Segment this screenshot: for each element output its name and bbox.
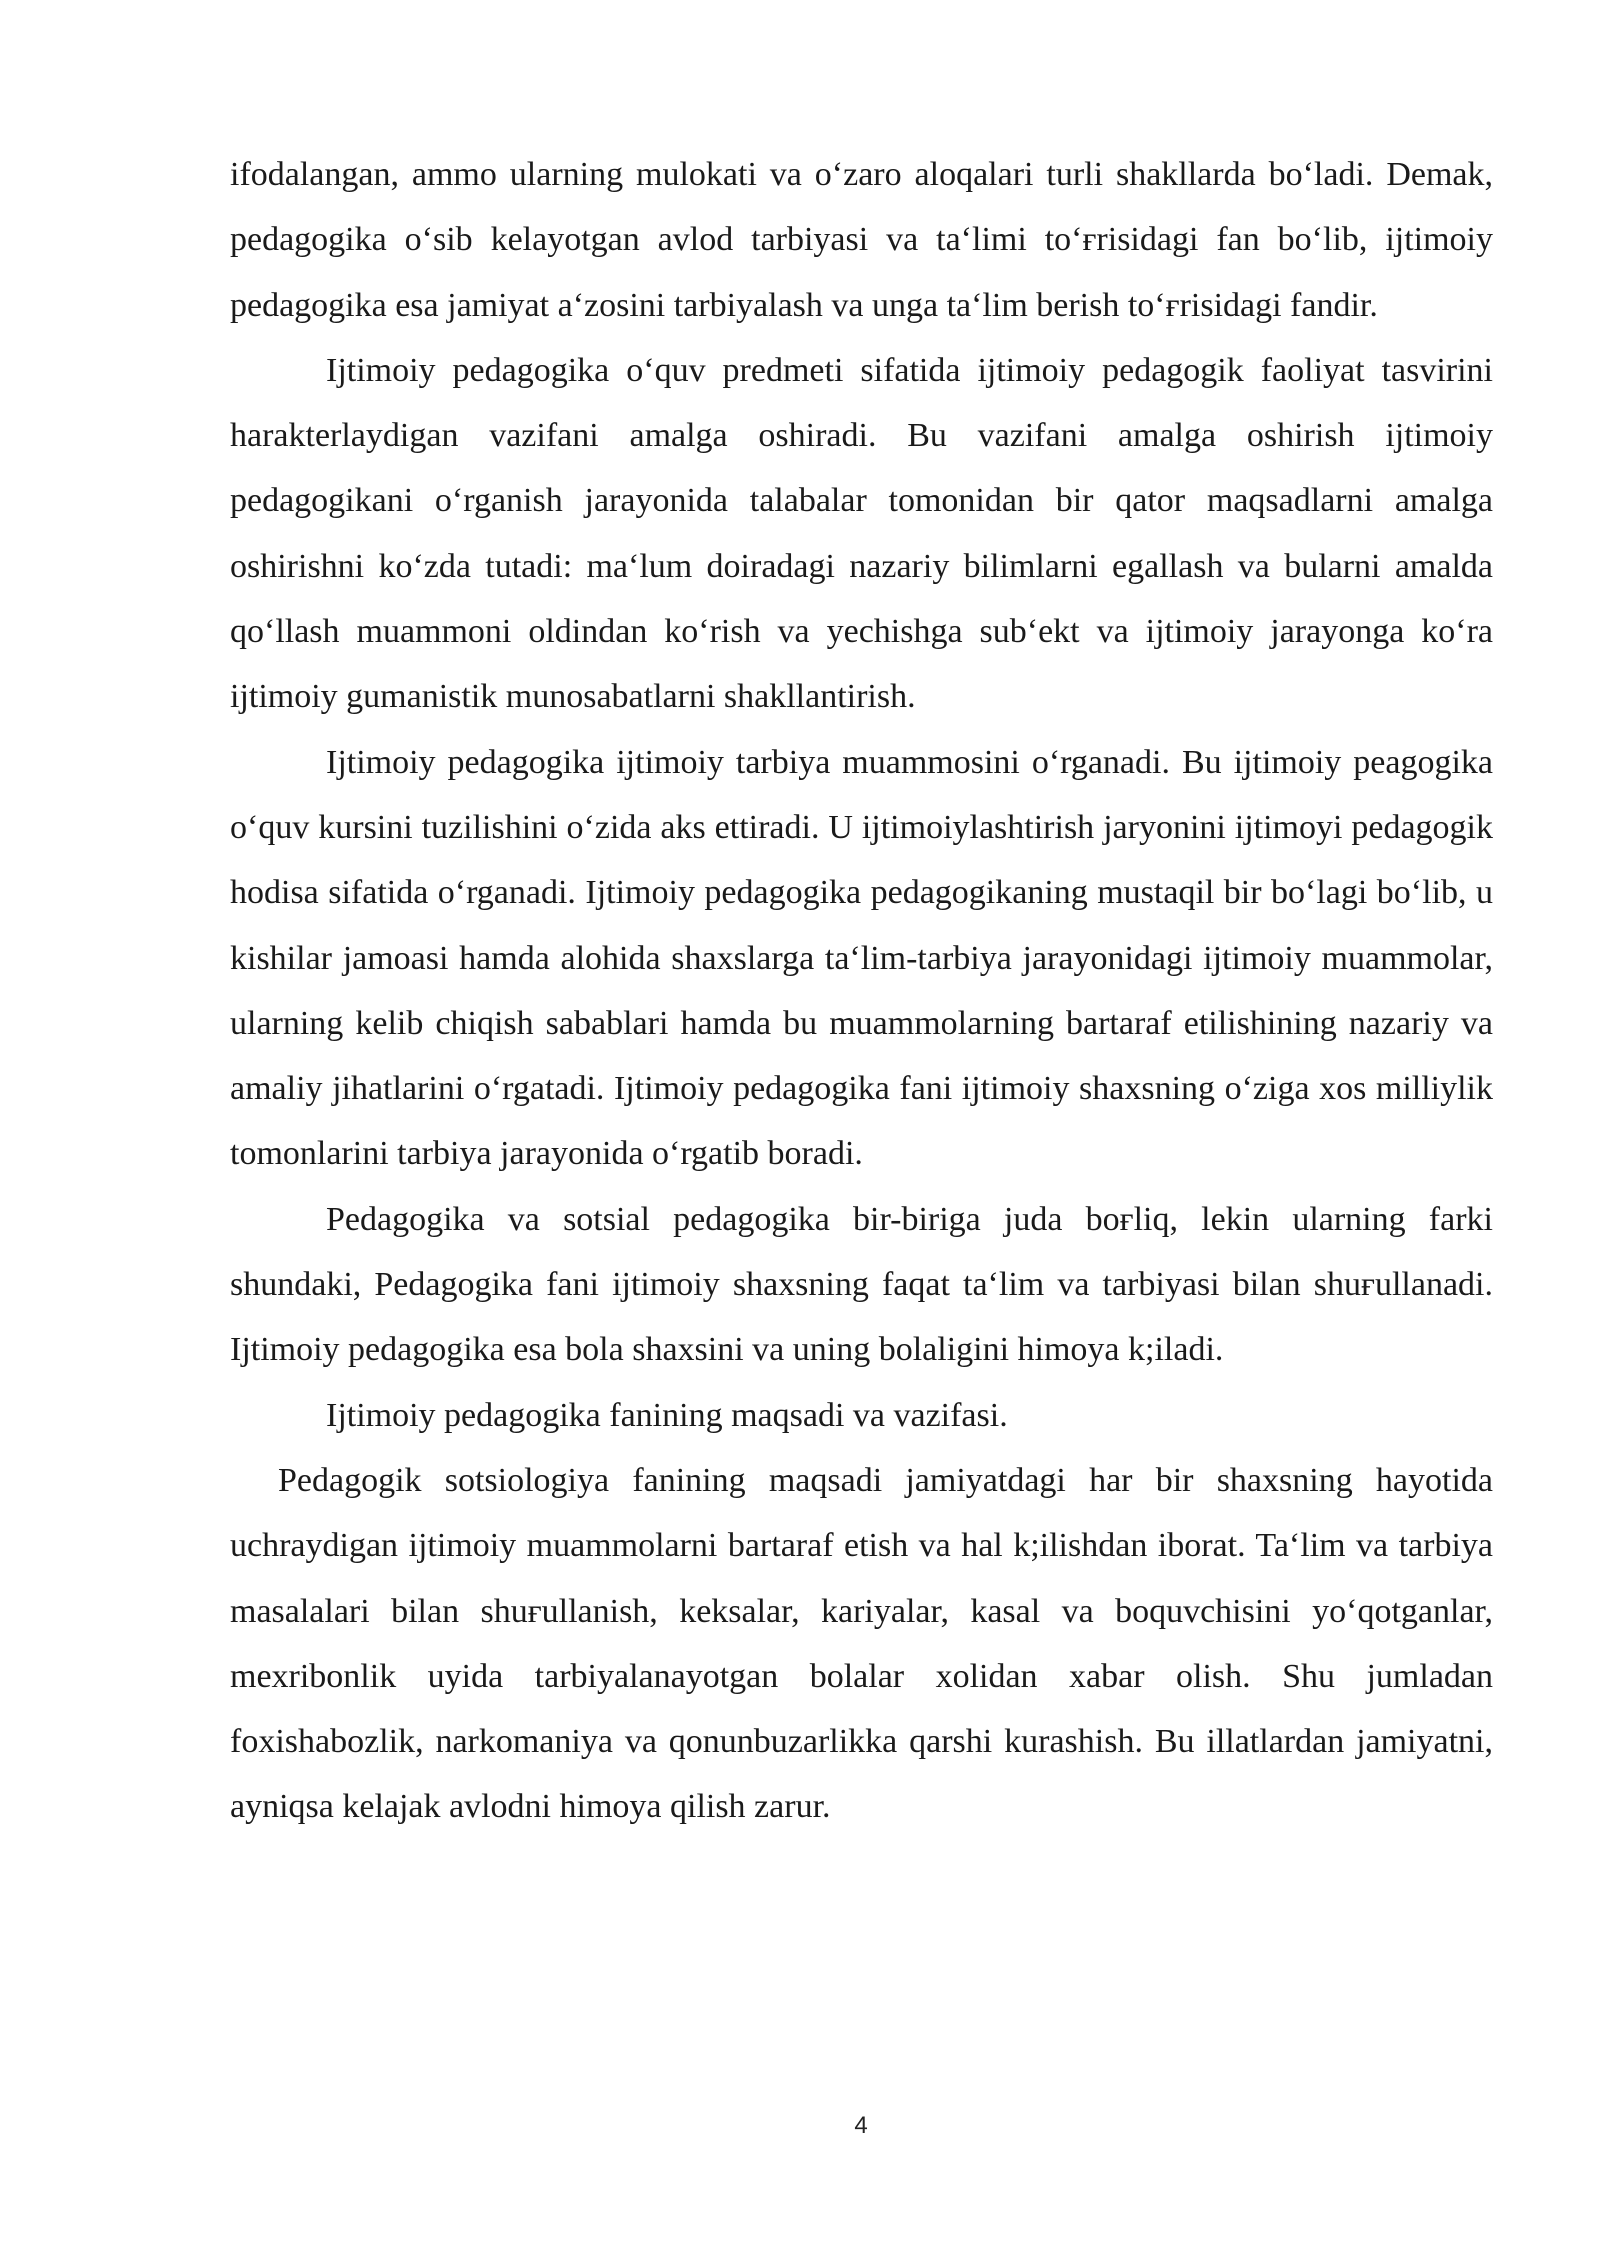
- paragraph-continuation: ifodalangan, ammo ularning mulokati va o‘zaro aloqalari turli shakllarda bo‘ladi. Demak, pedagogika o‘sib kelayotgan avlod tarbiyasi va ta‘limi to‘ғrisidagi fan bo‘lib, ijtimoiy pedagogika esa jamiyat a‘zosini tarbiyalash va unga ta‘lim berish to‘ғrisidagi fandir.: [230, 156, 1493, 324]
- paragraph-goals: Pedagogik sotsiologiya fanining maqsadi jamiyatdagi har bir shaxsning hayotida uchraydigan ijtimoiy muammolarni bartaraf etish va hal k;ilishdan iborat. Ta‘lim va tarbiya masalalari bilan shuғullanish, keksalar, kariyalar, kasal va boquvchisini yo‘qotganlar, mexribonlik uyida tarbiyalanayotgan bolalar xolidan xabar olish. Shu jumladan foxishabozlik, narkomaniya va qonunbuzarlikka qarshi kurashish. Bu illatlardan jamiyatni, ayniqsa kelajak avlodni himoya qilish zarur.: [230, 1461, 1493, 1826]
- document-body: [230, 142, 1493, 1840]
- paragraph-subject-description: Ijtimoiy pedagogika o‘quv predmeti sifatida ijtimoiy pedagogik faoliyat tasvirini harakterlaydigan vazifani amalga oshiradi. Bu vazifani amalga oshirish ijtimoiy pedagogikani o‘rganish jarayonida talabalar tomonidan bir qator maqsadlarni amalga oshirishni ko‘zda tutadi: ma‘lum doiradagi nazariy bilimlarni egallash va bularni amalda qo‘llash muammoni oldindan ko‘rish va yechishga sub‘ekt va ijtimoiy jarayonga ko‘ra ijtimoiy gumanistik munosabatlarni shakllantirish.: [230, 351, 1493, 716]
- paragraph-social-upbringing: Ijtimoiy pedagogika ijtimoiy tarbiya muammosini o‘rganadi. Bu ijtimoiy peagogika o‘quv kursini tuzilishini o‘zida aks ettiradi. U ijtimoiylashtirish jaryonini ijtimoyi pedagogik hodisa sifatida o‘rganadi. Ijtimoiy pedagogika pedagogikaning mustaqil bir bo‘lagi bo‘lib, u kishilar jamoasi hamda alohida shaxslarga ta‘lim-tarbiya jarayonidagi ijtimoiy muammolar, ularning kelib chiqish sabablari hamda bu muammolarning bartaraf etilishining nazariy va amaliy jihatlarini o‘rgatadi. Ijtimoiy pedagogika fani ijtimoiy shaxsning o‘ziga xos milliylik tomonlarini tarbiya jarayonida o‘rgatib boradi.: [230, 743, 1493, 1173]
- paragraph-pedagogy-comparison: Pedagogika va sotsial pedagogika bir-biriga juda boғliq, lekin ularning farki shundaki, Pedagogika fani ijtimoiy shaxsning faqat ta‘lim va tarbiyasi bilan shuғullanadi. Ijtimoiy pedagogika esa bola shaxsini va uning bolaligini himoya k;iladi.: [230, 1200, 1493, 1369]
- section-heading-goals: Ijtimoiy pedagogika fanining maqsadi va vazifasi.: [326, 1396, 1008, 1434]
- page-number: 4: [854, 2112, 868, 2139]
